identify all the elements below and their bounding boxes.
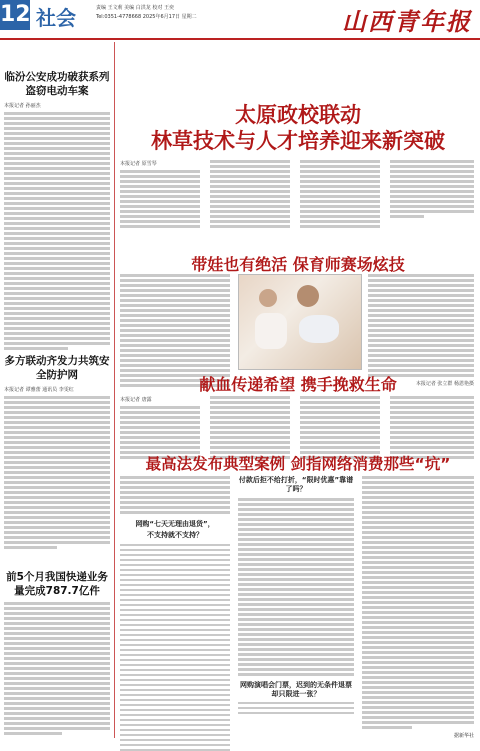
childcare-photo — [238, 274, 362, 370]
main-area — [120, 42, 476, 738]
story4-col2 — [238, 476, 354, 714]
story4-headline: 最高法发布典型案例 剑指网络消费那些“坑” — [145, 455, 451, 473]
editor-credits: 责编 王文莉 美编 白洪龙 校对 王奕 — [96, 5, 174, 11]
left-column — [4, 42, 115, 738]
story3-byline: 本报记者 唐露 — [120, 397, 152, 403]
lead-body-col2 — [210, 160, 290, 228]
story4-subhead-1b: 不支持就不支持？ — [147, 530, 203, 539]
story2-headline: 带娃也有绝活 保育师赛场炫技 — [191, 255, 405, 274]
story4-subhead-3: 网购演唱会门票，迟到的无条件退票却只限进一张？ — [240, 680, 352, 698]
article-byline: 本报记者 谭雅蕾 通讯员 李雯红 — [4, 387, 74, 393]
date-line: Tel:0351-4778668 2025年6月17日 星期二 — [96, 14, 197, 20]
page-header — [0, 0, 480, 40]
lead-byline: 本报记者 原雪琴 — [120, 161, 157, 167]
article-byline: 本报记者 孙丽杰 — [4, 103, 41, 109]
story3-body-col1 — [120, 406, 200, 459]
story4-subhead-1: 网购“七天无理由退货”， — [135, 519, 215, 528]
article-title: 多方联动齐发力共筑安全防护网 — [4, 355, 110, 381]
article-express — [4, 570, 110, 735]
story3-body-col3 — [300, 396, 380, 459]
masthead-logo: 山西青年报 — [342, 7, 472, 36]
story2-body-left — [120, 274, 230, 387]
lead-body-col3 — [300, 160, 380, 228]
source-note: 据新华社 — [453, 732, 474, 739]
lead-headline-line1: 太原政校联动 — [235, 103, 361, 127]
photo-credit: 本报记者 张立群 杨恩艳摄 — [415, 380, 474, 387]
article-title: 临汾公安成功破获系列盗窃电动车案 — [4, 71, 110, 97]
story3-body-col2 — [210, 396, 290, 459]
section-title: 社会 — [36, 6, 76, 30]
lead-body-col1 — [120, 170, 200, 228]
article-safety — [4, 354, 110, 549]
article-body — [4, 602, 110, 735]
story4-subhead-2: 付款后拒不给打折，“限时优惠”靠谱了吗？ — [238, 476, 354, 493]
article-body — [4, 396, 110, 549]
story4-col1 — [120, 476, 230, 751]
lead-body-col4 — [390, 160, 474, 218]
article-title: 前5个月我国快递业务量完成787.7亿件 — [6, 571, 108, 597]
article-theft — [4, 70, 110, 350]
story3-headline: 献血传递希望 携手挽救生命 — [199, 375, 397, 394]
lead-headline-line2: 林草技术与人才培养迎来新突破 — [151, 129, 445, 153]
article-body — [4, 112, 110, 350]
page-number: 12 — [0, 0, 30, 30]
story4-col3 — [362, 476, 474, 739]
story3-body-col4 — [390, 396, 474, 459]
